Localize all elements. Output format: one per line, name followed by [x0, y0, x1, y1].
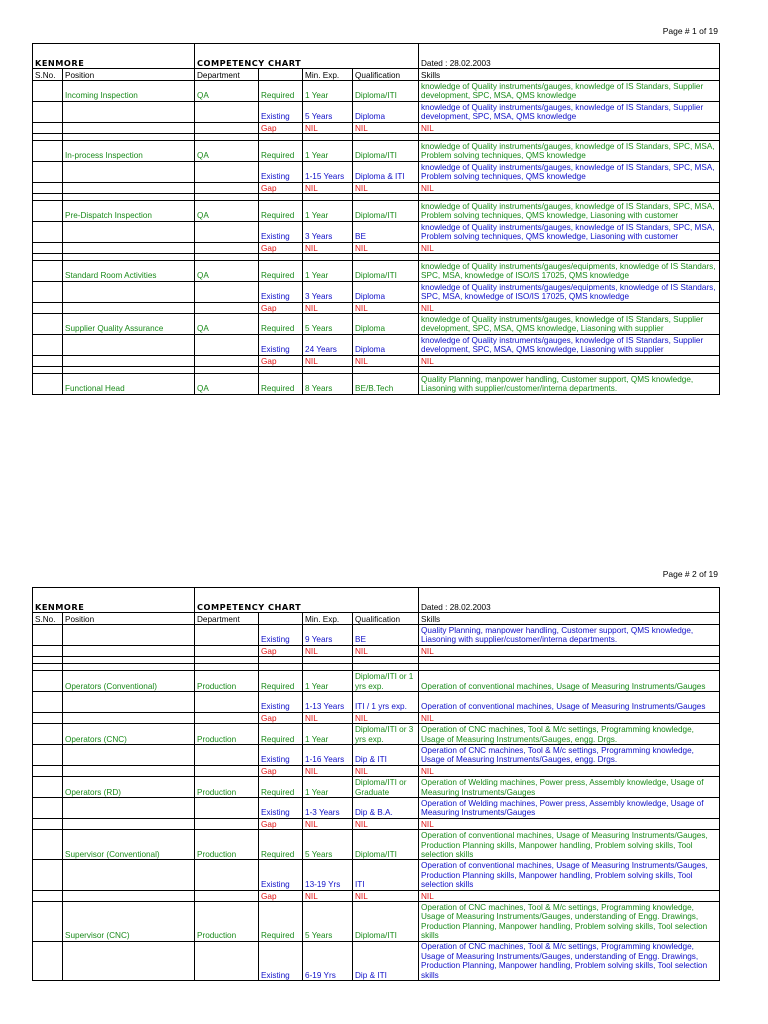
- position-cell: [63, 691, 195, 712]
- min-exp-cell: NIL: [303, 645, 353, 656]
- min-exp-cell: 1 Year: [303, 140, 353, 161]
- position-cell: Pre-Dispatch Inspection: [63, 200, 195, 221]
- chart-title: COMPETENCY CHART: [195, 44, 419, 69]
- min-exp-cell: 9 Years: [303, 625, 353, 646]
- position-cell: [63, 941, 195, 981]
- qualification-cell: Diploma/ITI: [353, 81, 419, 102]
- empty-cell: [353, 657, 419, 664]
- skills-cell: Quality Planning, manpower handling, Customer support, QMS knowledge, Liasoning with supplier/customer/interna departments.: [419, 625, 720, 646]
- min-exp-cell: 1-16 Years: [303, 744, 353, 765]
- qualification-cell: Dip & ITI: [353, 744, 419, 765]
- status-cell: Gap: [259, 818, 303, 829]
- column-header: Min. Exp.: [303, 613, 353, 625]
- table-row: [33, 777, 720, 798]
- sno-cell: [33, 645, 63, 656]
- min-exp-cell: 3 Years: [303, 281, 353, 302]
- min-exp-cell: NIL: [303, 182, 353, 193]
- table-row: [33, 691, 720, 712]
- position-cell: Functional Head: [63, 373, 195, 394]
- qualification-cell: Diploma/ITI: [353, 830, 419, 860]
- qualification-cell: NIL: [353, 712, 419, 723]
- status-cell: Gap: [259, 242, 303, 253]
- status-cell: Gap: [259, 712, 303, 723]
- skills-cell: NIL: [419, 122, 720, 133]
- position-cell: Operators (RD): [63, 777, 195, 798]
- position-cell: [63, 797, 195, 818]
- empty-cell: [33, 664, 63, 671]
- column-header: [259, 613, 303, 625]
- status-cell: Gap: [259, 890, 303, 901]
- status-cell: Existing: [259, 101, 303, 122]
- qualification-cell: Dip & ITI: [353, 941, 419, 981]
- min-exp-cell: 3 Years: [303, 221, 353, 242]
- min-exp-cell: 6-19 Yrs: [303, 941, 353, 981]
- table-row: [33, 712, 720, 723]
- qualification-cell: NIL: [353, 645, 419, 656]
- table-row: [33, 645, 720, 656]
- position-cell: Operators (Conventional): [63, 671, 195, 692]
- column-header: Position: [63, 69, 195, 81]
- status-cell: Required: [259, 724, 303, 745]
- min-exp-cell: 1-3 Years: [303, 797, 353, 818]
- empty-cell: [63, 664, 195, 671]
- position-cell: [63, 625, 195, 646]
- table-row: [33, 765, 720, 776]
- status-cell: Gap: [259, 765, 303, 776]
- column-header: S.No.: [33, 69, 63, 81]
- qualification-cell: Diploma: [353, 101, 419, 122]
- page-number: Page # 1 of 19: [662, 26, 718, 36]
- status-cell: Required: [259, 313, 303, 334]
- department-cell: [195, 818, 259, 829]
- status-cell: Required: [259, 140, 303, 161]
- empty-cell: [259, 664, 303, 671]
- status-cell: Existing: [259, 797, 303, 818]
- department-cell: QA: [195, 200, 259, 221]
- dated-label: Dated : 28.02.2003: [419, 44, 720, 69]
- sno-cell: [33, 941, 63, 981]
- department-cell: Production: [195, 830, 259, 860]
- skills-cell: knowledge of Quality instruments/gauges, knowledge of IS Standars, Supplier development, SPC, MSA, QMS knowledge: [419, 81, 720, 102]
- status-cell: Existing: [259, 625, 303, 646]
- skills-cell: NIL: [419, 242, 720, 253]
- qualification-cell: Diploma: [353, 334, 419, 355]
- min-exp-cell: 1-15 Years: [303, 161, 353, 182]
- table-row: [33, 724, 720, 745]
- skills-cell: Operation of CNC machines, Tool & M/c settings, Programming knowledge, Usage of Measuring Instruments/Gauges, understanding of Engg. Drawings, Production Planning, Manpower handling, Problem solving skills, Tool selection skills: [419, 901, 720, 941]
- min-exp-cell: 1 Year: [303, 260, 353, 281]
- skills-cell: knowledge of Quality instruments/gauges, knowledge of IS Standars, Supplier development, SPC, MSA, QMS knowledge: [419, 101, 720, 122]
- department-cell: [195, 645, 259, 656]
- skills-cell: Operation of conventional machines, Usage of Measuring Instruments/Gauges, Production Planning skills, Manpower handling, Problem solving skills, Tool selection skills: [419, 830, 720, 860]
- position-cell: Operators (CNC): [63, 724, 195, 745]
- column-header: Qualification: [353, 69, 419, 81]
- empty-cell: [419, 657, 720, 664]
- status-cell: Required: [259, 200, 303, 221]
- min-exp-cell: NIL: [303, 765, 353, 776]
- status-cell: Required: [259, 260, 303, 281]
- table-row: [33, 830, 720, 860]
- status-cell: Existing: [259, 281, 303, 302]
- table-row: [33, 941, 720, 981]
- status-cell: Gap: [259, 182, 303, 193]
- empty-cell: [303, 657, 353, 664]
- skills-cell: NIL: [419, 645, 720, 656]
- qualification-cell: Diploma/ITI: [353, 901, 419, 941]
- column-header: Qualification: [353, 613, 419, 625]
- status-cell: Existing: [259, 691, 303, 712]
- table-row: [33, 797, 720, 818]
- column-header: Skills: [419, 613, 720, 625]
- skills-cell: NIL: [419, 182, 720, 193]
- skills-cell: NIL: [419, 765, 720, 776]
- department-cell: [195, 941, 259, 981]
- skills-cell: knowledge of Quality instruments/gauges, knowledge of IS Standars, SPC, MSA, Problem solving techniques, QMS knowledge: [419, 161, 720, 182]
- qualification-cell: NIL: [353, 355, 419, 366]
- position-cell: Standard Room Activities: [63, 260, 195, 281]
- min-exp-cell: 24 Years: [303, 334, 353, 355]
- skills-cell: NIL: [419, 302, 720, 313]
- min-exp-cell: NIL: [303, 890, 353, 901]
- sno-cell: [33, 671, 63, 692]
- table-row: [33, 671, 720, 692]
- department-cell: [195, 691, 259, 712]
- column-header: Skills: [419, 69, 720, 81]
- qualification-cell: NIL: [353, 242, 419, 253]
- column-header: Min. Exp.: [303, 69, 353, 81]
- column-header: Department: [195, 69, 259, 81]
- spacer-row: [33, 664, 720, 671]
- sno-cell: [33, 712, 63, 723]
- column-header: S.No.: [33, 613, 63, 625]
- min-exp-cell: NIL: [303, 122, 353, 133]
- qualification-cell: Diploma/ITI: [353, 140, 419, 161]
- min-exp-cell: 5 Years: [303, 313, 353, 334]
- table-row: [33, 890, 720, 901]
- min-exp-cell: NIL: [303, 712, 353, 723]
- status-cell: Gap: [259, 302, 303, 313]
- qualification-cell: NIL: [353, 818, 419, 829]
- status-cell: Existing: [259, 221, 303, 242]
- title-row: [33, 588, 720, 613]
- table-row: [33, 744, 720, 765]
- qualification-cell: BE: [353, 625, 419, 646]
- status-cell: Existing: [259, 334, 303, 355]
- table-row: [33, 860, 720, 890]
- status-cell: Gap: [259, 122, 303, 133]
- department-cell: QA: [195, 260, 259, 281]
- empty-cell: [419, 664, 720, 671]
- qualification-cell: Diploma/ITI or Graduate: [353, 777, 419, 798]
- min-exp-cell: 8 Years: [303, 373, 353, 394]
- skills-cell: knowledge of Quality instruments/gauges, knowledge of IS Standars, SPC, MSA, Problem solving techniques, QMS knowledge, Liasoning with customer: [419, 200, 720, 221]
- skills-cell: Operation of Welding machines, Power press, Assembly knowledge, Usage of Measuring Instruments/Gauges: [419, 777, 720, 798]
- sno-cell: [33, 765, 63, 776]
- table-body: [33, 588, 720, 981]
- min-exp-cell: NIL: [303, 818, 353, 829]
- department-cell: QA: [195, 373, 259, 394]
- qualification-cell: Diploma/ITI: [353, 200, 419, 221]
- sno-cell: [33, 625, 63, 646]
- qualification-cell: BE: [353, 221, 419, 242]
- qualification-cell: Diploma/ITI or 1 yrs exp.: [353, 671, 419, 692]
- skills-cell: Operation of conventional machines, Usage of Measuring Instruments/Gauges: [419, 691, 720, 712]
- department-cell: Production: [195, 777, 259, 798]
- position-cell: [63, 645, 195, 656]
- qualification-cell: NIL: [353, 122, 419, 133]
- sno-cell: [33, 744, 63, 765]
- qualification-cell: Diploma/ITI or 3 yrs exp.: [353, 724, 419, 745]
- skills-cell: Operation of CNC machines, Tool & M/c settings, Programming knowledge, Usage of Measuring Instruments/Gauges, understanding of Engg. Drawings, Production Planning, Manpower handling, Problem solving skills, Tool selection skills: [419, 941, 720, 981]
- skills-cell: Operation of Welding machines, Power press, Assembly knowledge, Usage of Measuring Instruments/Gauges: [419, 797, 720, 818]
- department-cell: [195, 890, 259, 901]
- min-exp-cell: 1 Year: [303, 777, 353, 798]
- status-cell: Gap: [259, 645, 303, 656]
- position-cell: Supervisor (CNC): [63, 901, 195, 941]
- skills-cell: knowledge of Quality instruments/gauges, knowledge of IS Standars, SPC, MSA, Problem solving techniques, QMS knowledge, Liasoning with customer: [419, 221, 720, 242]
- sno-cell: [33, 818, 63, 829]
- department-cell: QA: [195, 81, 259, 102]
- sno-cell: [33, 890, 63, 901]
- dated-label: Dated : 28.02.2003: [419, 588, 720, 613]
- position-cell: [63, 744, 195, 765]
- status-cell: Required: [259, 777, 303, 798]
- min-exp-cell: NIL: [303, 242, 353, 253]
- qualification-cell: BE/B.Tech: [353, 373, 419, 394]
- empty-cell: [63, 657, 195, 664]
- min-exp-cell: 1 Year: [303, 200, 353, 221]
- min-exp-cell: 1 Year: [303, 724, 353, 745]
- sno-cell: [33, 901, 63, 941]
- skills-cell: Operation of CNC machines, Tool & M/c settings, Programming knowledge, Usage of Measuring Instruments/Gauges, engg. Drgs.: [419, 744, 720, 765]
- status-cell: Existing: [259, 860, 303, 890]
- table-row: [33, 625, 720, 646]
- department-cell: [195, 860, 259, 890]
- qualification-cell: Diploma & ITI: [353, 161, 419, 182]
- department-cell: [195, 712, 259, 723]
- department-cell: Production: [195, 671, 259, 692]
- empty-cell: [303, 664, 353, 671]
- column-header: Department: [195, 613, 259, 625]
- status-cell: Required: [259, 81, 303, 102]
- min-exp-cell: 5 Years: [303, 830, 353, 860]
- position-cell: Incoming Inspection: [63, 81, 195, 102]
- spacer-row: [33, 657, 720, 664]
- department-cell: [195, 765, 259, 776]
- company-name: KENMORE: [33, 44, 195, 69]
- skills-cell: knowledge of Quality instruments/gauges/equipments, knowledge of IS Standars, SPC, MSA, knowledge of ISO/IS 17025, QMS knowledge: [419, 260, 720, 281]
- empty-cell: [353, 664, 419, 671]
- status-cell: Required: [259, 671, 303, 692]
- position-cell: [63, 860, 195, 890]
- qualification-cell: NIL: [353, 302, 419, 313]
- position-cell: In-process Inspection: [63, 140, 195, 161]
- sno-cell: [33, 830, 63, 860]
- empty-cell: [259, 657, 303, 664]
- department-cell: [195, 625, 259, 646]
- min-exp-cell: NIL: [303, 302, 353, 313]
- skills-cell: Operation of conventional machines, Usage of Measuring Instruments/Gauges, Production Planning skills, Manpower handling, Problem solving skills, Tool selection skills: [419, 860, 720, 890]
- competency-table: [32, 587, 720, 981]
- min-exp-cell: 13-19 Yrs: [303, 860, 353, 890]
- skills-cell: knowledge of Quality instruments/gauges/equipments, knowledge of IS Standars, SPC, MSA, knowledge of ISO/IS 17025, QMS knowledge: [419, 281, 720, 302]
- department-cell: [195, 744, 259, 765]
- skills-cell: Quality Planning, manpower handling, Customer support, QMS knowledge, Liasoning with supplier/customer/interna departments.: [419, 373, 720, 394]
- sno-cell: [33, 797, 63, 818]
- column-header: Position: [63, 613, 195, 625]
- sno-cell: [33, 691, 63, 712]
- position-cell: [63, 818, 195, 829]
- skills-cell: knowledge of Quality instruments/gauges, knowledge of IS Standars, Supplier development, SPC, MSA, QMS knowledge, Liasoning with supplier: [419, 334, 720, 355]
- skills-cell: NIL: [419, 818, 720, 829]
- qualification-cell: Diploma: [353, 281, 419, 302]
- qualification-cell: NIL: [353, 182, 419, 193]
- position-cell: [63, 765, 195, 776]
- status-cell: Required: [259, 373, 303, 394]
- sno-cell: [33, 777, 63, 798]
- min-exp-cell: 1 Year: [303, 671, 353, 692]
- empty-cell: [195, 657, 259, 664]
- skills-cell: NIL: [419, 355, 720, 366]
- qualification-cell: ITI: [353, 860, 419, 890]
- min-exp-cell: 5 Years: [303, 901, 353, 941]
- position-cell: [63, 890, 195, 901]
- qualification-cell: Diploma/ITI: [353, 260, 419, 281]
- min-exp-cell: NIL: [303, 355, 353, 366]
- empty-cell: [195, 664, 259, 671]
- table-row: [33, 818, 720, 829]
- sno-cell: [33, 724, 63, 745]
- min-exp-cell: 1-13 Years: [303, 691, 353, 712]
- status-cell: Existing: [259, 941, 303, 981]
- status-cell: Required: [259, 830, 303, 860]
- page-number: Page # 2 of 19: [662, 569, 718, 579]
- department-cell: [195, 797, 259, 818]
- position-cell: Supervisor (Conventional): [63, 830, 195, 860]
- chart-title: COMPETENCY CHART: [195, 588, 419, 613]
- skills-cell: Operation of CNC machines, Tool & M/c settings, Programming knowledge, Usage of Measuring Instruments/Gauges, engg. Drgs.: [419, 724, 720, 745]
- company-name: KENMORE: [33, 588, 195, 613]
- qualification-cell: NIL: [353, 890, 419, 901]
- status-cell: Existing: [259, 744, 303, 765]
- status-cell: Required: [259, 901, 303, 941]
- skills-cell: NIL: [419, 890, 720, 901]
- position-cell: [63, 712, 195, 723]
- department-cell: QA: [195, 140, 259, 161]
- skills-cell: knowledge of Quality instruments/gauges, knowledge of IS Standars, SPC, MSA, Problem solving techniques, QMS knowledge: [419, 140, 720, 161]
- qualification-cell: ITI / 1 yrs exp.: [353, 691, 419, 712]
- status-cell: Existing: [259, 161, 303, 182]
- status-cell: Gap: [259, 355, 303, 366]
- department-cell: QA: [195, 313, 259, 334]
- empty-cell: [33, 657, 63, 664]
- min-exp-cell: 1 Year: [303, 81, 353, 102]
- column-header-row: [33, 613, 720, 625]
- skills-cell: knowledge of Quality instruments/gauges, knowledge of IS Standars, Supplier development, SPC, MSA, QMS knowledge, Liasoning with supplier: [419, 313, 720, 334]
- skills-cell: NIL: [419, 712, 720, 723]
- department-cell: Production: [195, 724, 259, 745]
- qualification-cell: Dip & B.A.: [353, 797, 419, 818]
- skills-cell: Operation of conventional machines, Usage of Measuring Instruments/Gauges: [419, 671, 720, 692]
- position-cell: Supplier Quality Assurance: [63, 313, 195, 334]
- department-cell: Production: [195, 901, 259, 941]
- table-row: [33, 901, 720, 941]
- qualification-cell: NIL: [353, 765, 419, 776]
- sno-cell: [33, 860, 63, 890]
- min-exp-cell: 5 Years: [303, 101, 353, 122]
- qualification-cell: Diploma: [353, 313, 419, 334]
